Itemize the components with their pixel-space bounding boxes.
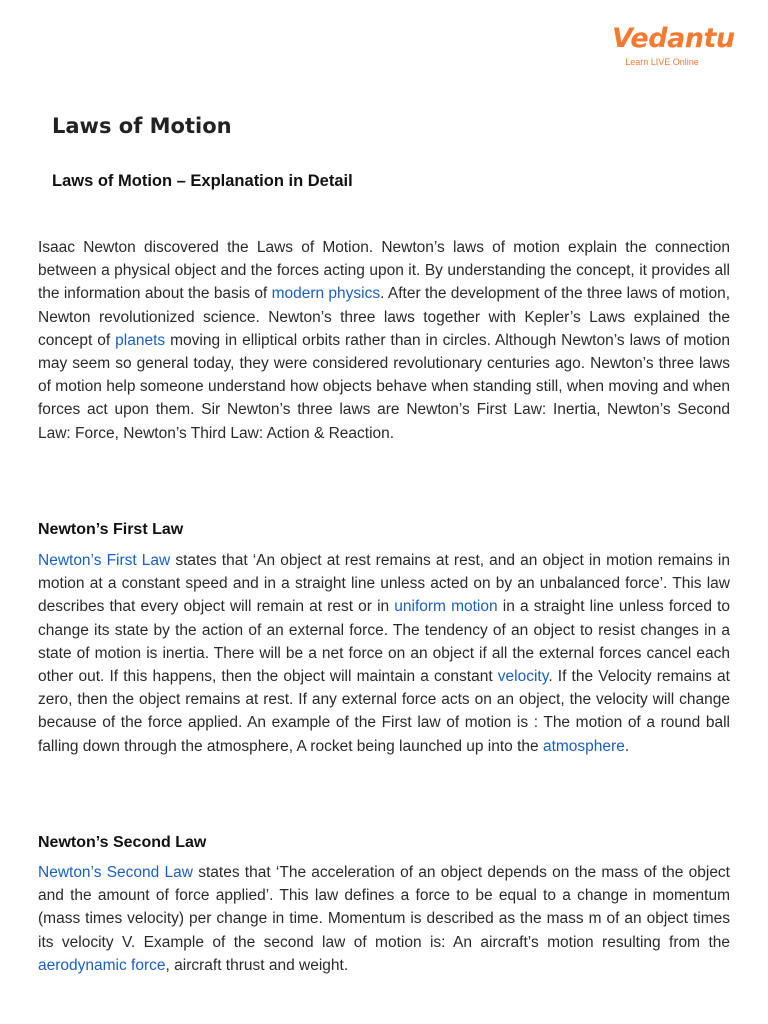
- page-subtitle: Laws of Motion – Explanation in Detail: [52, 172, 353, 190]
- text-run: .: [624, 737, 630, 755]
- text-run: states that ‘An object at rest remains at rest, and an object in motion remains in motion at a constant speed and in a straight line unless acted on by an unbalanced force’. This law describes that every object will remain at rest or in: [38, 552, 730, 616]
- page-title: Laws of Motion: [52, 114, 232, 138]
- link-newtons-first-law[interactable]: Newton’s First Law: [38, 552, 171, 569]
- link-planets[interactable]: planets: [115, 331, 166, 349]
- text-run: moving in elliptical orbits rather than in circles. Although Newton’s laws of motion may seem so general today, they were considered revolutionary centuries ago. Newton’s three laws of motion help someone understand how objects behave when standing still, when moving and when forces act upon them. Sir Newton’s three laws are Newton’s First Law: Inertia, Newton’s Second Law: Force, Newton’s Third Law: Action & Reaction.: [38, 331, 730, 442]
- first-law-paragraph: [38, 549, 730, 758]
- link-uniform-motion[interactable]: uniform motion: [394, 598, 498, 616]
- link-modern-physics[interactable]: modern physics: [271, 285, 381, 303]
- link-atmosphere[interactable]: atmosphere: [542, 737, 625, 755]
- second-law-paragraph: [38, 861, 730, 977]
- first-law-heading: Newton’s First Law: [38, 521, 184, 538]
- text-run: . After the development of the three laws of motion, Newton revolutionized science. Newton’s three laws together with Kepler’s Laws explained the concept of: [38, 285, 731, 349]
- text-run: states that ‘The acceleration of an object depends on the mass of the object and the amount of force applied’. This law defines a force to be equal to a change in momentum (mass times velocity) per change in time. Momentum is described as the mass m of an object times its velocity V. Example of the second law of motion is: An aircraft’s motion resulting from the: [38, 864, 730, 951]
- text-run: Isaac Newton discovered the Laws of Motion. Newton’s laws of motion explain the connection between a physical object and the forces acting upon it. By understanding the concept, it provides all the information about the basis of: [38, 239, 730, 303]
- vedantu-logo[interactable]: [612, 23, 735, 68]
- link-newtons-second-law[interactable]: Newton’s Second Law: [38, 864, 193, 881]
- text-run: in a straight line unless forced to change its state by the action of an external force. The tendency of an object to resist changes in a state of motion is inertia. There will be a net force on an object if all the external forces cancel each other out. If this happens, then the object will maintain a constant: [38, 598, 730, 686]
- second-law-heading: Newton’s Second Law: [38, 834, 207, 851]
- link-aerodynamic-force[interactable]: aerodynamic force: [38, 956, 166, 974]
- intro-paragraph: [38, 236, 730, 445]
- text-run: . If the Velocity remains at zero, then the object remains at rest. If any external force acts on an object, the velocity will change because of the force applied. An example of the First law of motion is : The motion of a round ball falling down through the atmosphere, A rocket being launched up into the: [38, 668, 730, 755]
- logo-tagline: Learn LIVE Online: [625, 57, 699, 67]
- text-run: , aircraft thrust and weight.: [165, 956, 349, 974]
- link-velocity[interactable]: velocity: [497, 668, 549, 686]
- logo-brand: Vedantu: [612, 23, 735, 54]
